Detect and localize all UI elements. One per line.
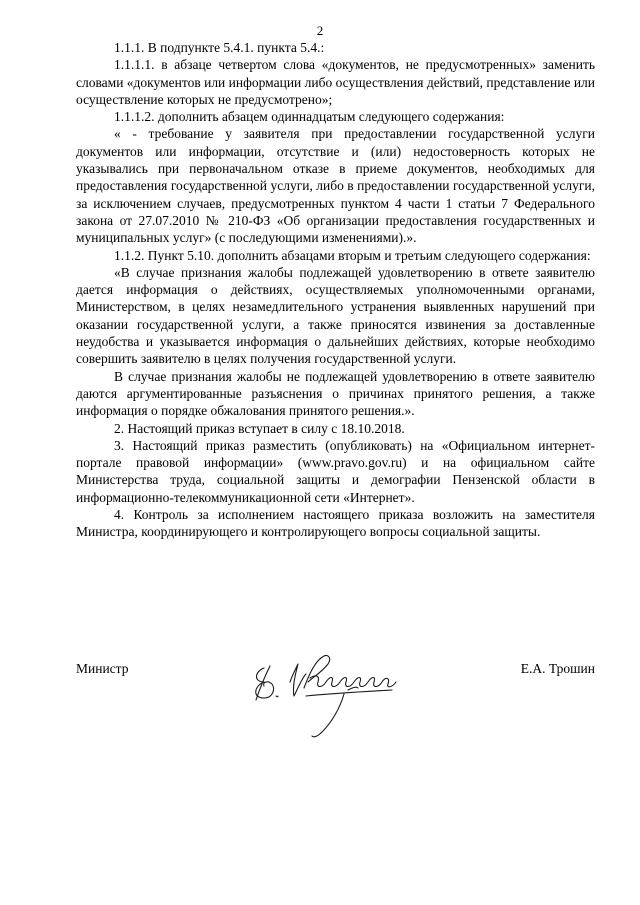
page-number: 2 bbox=[316, 23, 324, 38]
paragraph-1-1-2: 1.1.2. Пункт 5.10. дополнить абзацами вторым и третьим следующего содержания: bbox=[114, 247, 591, 263]
paragraph-4-control: 4. Контроль за исполнением настоящего приказа возложить на заместителя Министра, координирующего и контролирующего вопросы социальной защиты. bbox=[76, 507, 595, 540]
paragraph-complaint-satisfied: «В случае признания жалобы подлежащей удовлетворению в ответе заявителю дается информация о действиях, осуществляемых уполномоченными органами, Министерством, в целях незамедлительного устранения выявленных нарушений при оказании государственной услуги, а также приносятся извинения за доставленные неудобства и указывается информация о дальнейших действиях, которые необходимо совершить заявителю в целях получения государственной услуги. bbox=[76, 264, 595, 367]
signatory-title: Министр bbox=[76, 661, 129, 676]
paragraph-1-1-1-1: 1.1.1.1. в абзаце четвертом слова «документов, не предусмотренных» заменить словами «документов или информации либо осуществления действий, представление или осуществление которых не предусмотрено»; bbox=[76, 57, 596, 107]
document-body bbox=[76, 39, 595, 541]
paragraph-complaint-rejected: В случае признания жалобы не подлежащей удовлетворению в ответе заявителю даются аргументированные разъяснения о причинах принятого решения, а также информация о порядке обжалования принятого решения.». bbox=[76, 368, 595, 419]
paragraph-1-1-1: 1.1.1. В подпункте 5.4.1. пункта 5.4.: bbox=[114, 40, 325, 55]
paragraph-2-effective-date: 2. Настоящий приказ вступает в силу с 18.10.2018. bbox=[114, 420, 405, 436]
signatory-name: Е.А. Трошин bbox=[520, 661, 595, 676]
paragraph-1-1-1-2: 1.1.1.2. дополнить абзацем одиннадцатым следующего содержания: bbox=[114, 109, 505, 125]
paragraph-requirement-quote: « - требование у заявителя при предоставлении государственной услуги документов или информации, отсутствие и (или) недостоверность которых не указывались при первоначальном отказе в приеме документов, необходимых для предоставления государственной услуги, либо в предоставлении государственной услуги, за исключением случаев, предусмотренных пунктом 4 части 1 статьи 7 Федерального закона от 27.07.2010 № 210-ФЗ «Об организации предоставления государственных и муниципальных услуг» (с последующими изменениями).». bbox=[76, 126, 595, 246]
handwritten-signature bbox=[246, 638, 416, 743]
paragraph-3-publication: 3. Настоящий приказ разместить (опубликовать) на «Официальном интернет-портале правовой информации» (www.pravo.gov.ru) и на официальном сайте Министерства труда, социальной защиты и демографии Пензенской области в информационно-телекоммуникационной сети «Интернет». bbox=[76, 437, 595, 505]
signature-block bbox=[76, 660, 595, 740]
